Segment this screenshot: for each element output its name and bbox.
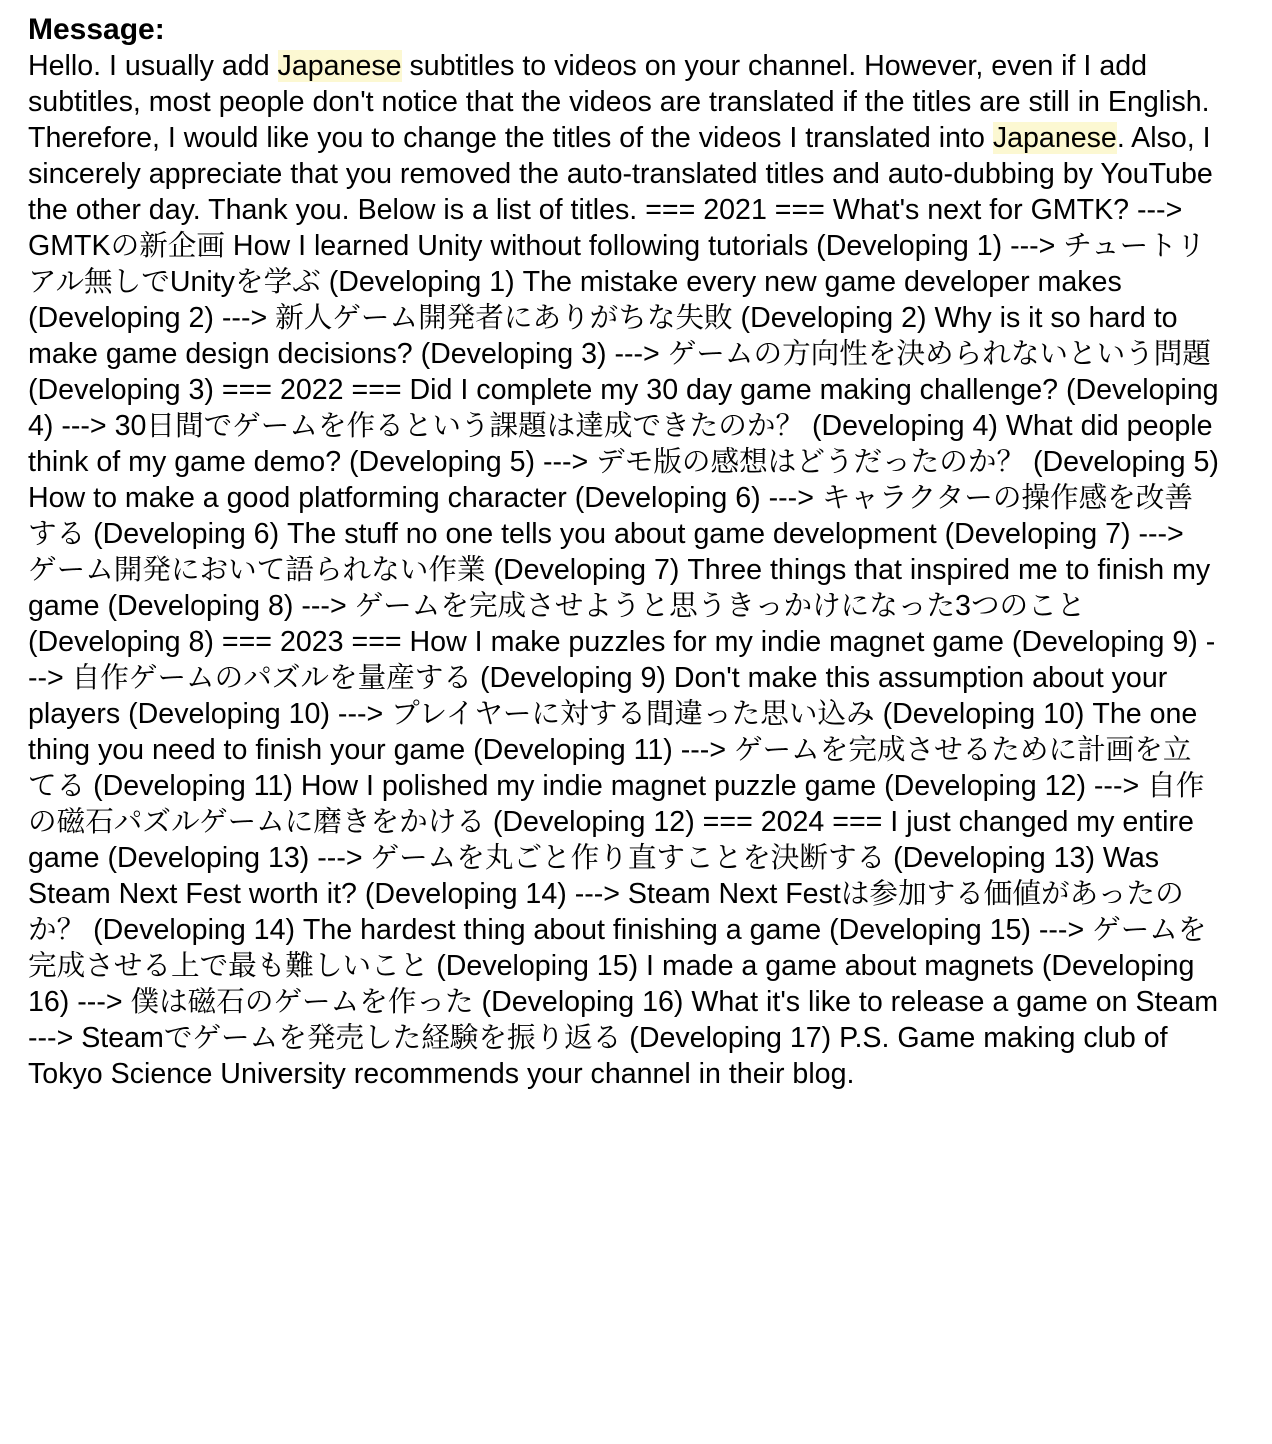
message-segment: subtitles to videos on your channel. However, even if I add subtitles, most people don't notice that the videos are translated if the titles are still in English. Therefore, I would like you to change the titles of the videos I translated into bbox=[28, 50, 1210, 154]
message-segment: . Also, I sincerely appreciate that you removed the auto-translated titles and auto-dubbing by YouTube the other day. Thank you. Below is a list of titles. === 2021 === What's next for GMTK? ---> GMTKの新企画 How I learned Unity without following tutorials (Developing 1) ---> チュートリアル無しでUnityを学ぶ (Developing 1) The mistake every new game developer makes (Developing 2) ---> 新人ゲーム開発者にありがちな失敗 (Developing 2) Why is it so hard to make game design decisions? (Developing 3) ---> ゲームの方向性を決められないという問題 (Developing 3) === 2022 === Did I complete my 30 day game making challenge? (Developing 4) ---> 30日間でゲームを作るという課題は達成できたのか？ (Developing 4) What did people think of my game demo? (Developing 5) ---> デモ版の感想はどうだったのか？ (Developing 5) How to make a good platforming character (Developing 6) ---> キャラクターの操作感を改善する (Developing 6) The stuff no one tells you about game development (Developing 7) ---> ゲーム開発において語られない作業 (Developing 7) Three things that inspired me to finish my game (Developing 8) ---> ゲームを完成させようと思うきっかけになった3つのこと (Developing 8) === 2023 === How I make puzzles for my indie magnet game (Developing 9) ---> 自作ゲームのパズルを量産する (Developing 9) Don't make this assumption about your players (Developing 10) ---> プレイヤーに対する間違った思い込み (Developing 10) The one thing you need to finish your game (Developing 11) ---> ゲームを完成させるために計画を立てる (Developing 11) How I polished my indie magnet puzzle game (Developing 12) ---> 自作の磁石パズルゲームに磨きをかける (Developing 12) === 2024 === I just changed my entire game (Developing 13) ---> ゲームを丸ごと作り直すことを決断する (Developing 13) Was Steam Next Fest worth it? (Developing 14) ---> Steam Next Festは参加する価値があったのか？ (Developing 14) The hardest thing about finishing a game (Developing 15) ---> ゲームを完成させる上で最も難しいこと (Developing 15) I made a game about magnets (Developing 16) ---> 僕は磁石のゲームを作った (Developing 16) What it's like to release a game on Steam ---> Steamでゲームを発売した経験を振り返る (Developing 17) P.S. Game making club of Tokyo Science University recommends your channel in their blog. bbox=[28, 122, 1219, 1090]
highlighted-word: Japanese bbox=[277, 50, 402, 82]
highlighted-word: Japanese bbox=[992, 122, 1117, 154]
message-heading: Message: bbox=[28, 13, 165, 46]
message-body bbox=[28, 48, 1220, 1092]
message-segment: Hello. I usually add bbox=[28, 50, 278, 82]
message-panel bbox=[28, 12, 1220, 1092]
